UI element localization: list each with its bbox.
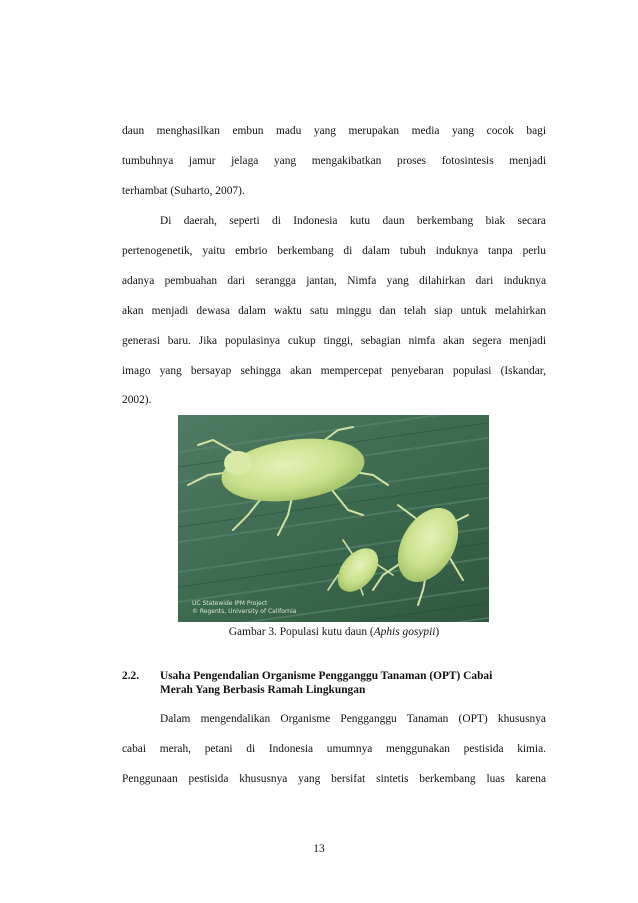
section-number: 2.2. xyxy=(122,670,140,682)
body-line: Dalam mengendalikan Organisme Pengganggu Tanaman (OPT) khususnya xyxy=(160,713,546,725)
body-line: akan menjadi dewasa dalam waktu satu minggu dan telah siap untuk melahirkan xyxy=(122,305,546,317)
figure-caption xyxy=(122,625,546,639)
section-title-line: Merah Yang Berbasis Ramah Lingkungan xyxy=(160,684,366,696)
page-number: 13 xyxy=(313,843,325,855)
caption-suffix: ) xyxy=(435,626,440,638)
body-line: cabai merah, petani di Indonesia umumnya menggunakan pestisida kimia. xyxy=(122,743,546,755)
section-title xyxy=(160,669,546,697)
body-line: generasi baru. Jika populasinya cukup tinggi, sebagian nimfa akan segera menjadi xyxy=(122,335,546,347)
body-line: daun menghasilkan embun madu yang merupakan media yang cocok bagi xyxy=(122,125,546,137)
body-line: 2002). xyxy=(122,394,152,406)
body-line: tumbuhnya jamur jelaga yang mengakibatkan proses fotosintesis menjadi xyxy=(122,155,546,167)
body-line: terhambat (Suharto, 2007). xyxy=(122,185,245,197)
body-line: pertenogenetik, yaitu embrio berkembang di dalam tubuh induknya tanpa perlu xyxy=(122,245,546,257)
section-title-line: Usaha Pengendalian Organisme Pengganggu Tanaman (OPT) Cabai xyxy=(160,670,493,682)
watermark-text: UC Statewide IPM Project xyxy=(192,600,268,607)
body-line: Di daerah, seperti di Indonesia kutu daun berkembang biak secara xyxy=(160,215,546,227)
body-line: Penggunaan pestisida khususnya yang bersifat sintetis berkembang luas karena xyxy=(122,773,546,785)
body-line: imago yang bersayap sehingga akan mempercepat penyebaran populasi (Iskandar, xyxy=(122,365,546,377)
caption-prefix: Gambar 3. Populasi kutu daun ( xyxy=(228,626,374,638)
watermark-text: © Regents, University of California xyxy=(192,608,297,615)
aphid-photo xyxy=(178,415,489,622)
caption-species: Aphis gosypii xyxy=(373,626,436,638)
body-line: adanya pembuahan dari serangga jantan, Nimfa yang dilahirkan dari induknya xyxy=(122,275,546,287)
